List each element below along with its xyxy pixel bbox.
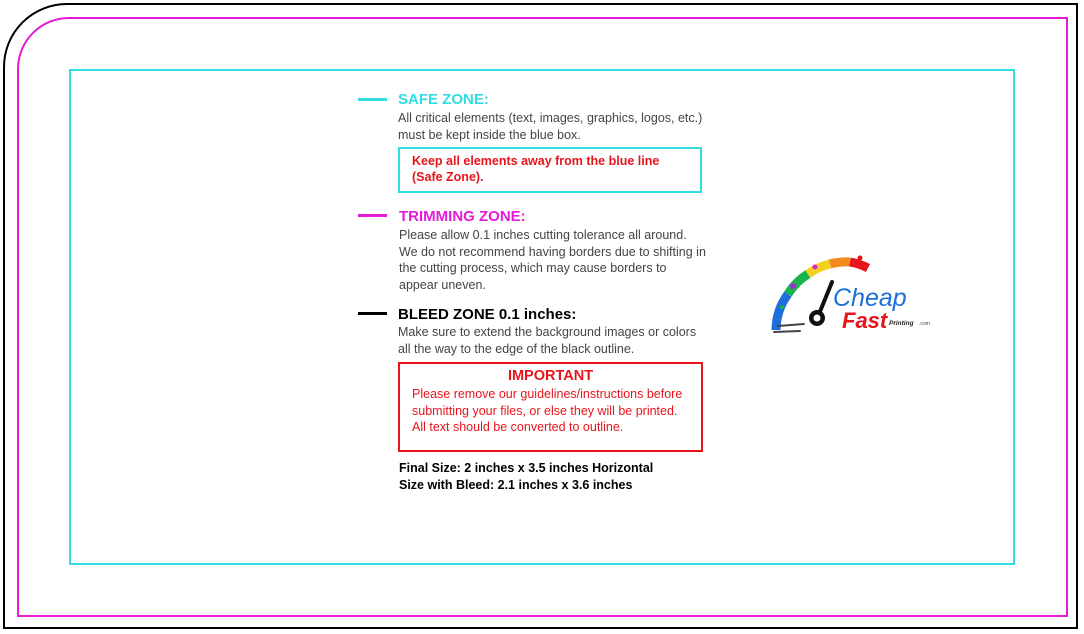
bleed-zone-line-1: Make sure to extend the background images or colors (398, 325, 697, 339)
logo-word-printing: Printing (889, 320, 914, 327)
safe-zone-line-1: All critical elements (text, images, graphics, logos, etc.) (398, 111, 703, 125)
safe-zone-marker (358, 98, 387, 101)
trimming-zone-line-4: appear uneven. (399, 277, 486, 292)
safe-zone-notice-line-2: (Safe Zone). (412, 170, 484, 184)
trimming-zone-description (399, 227, 706, 293)
safe-zone-description (398, 110, 702, 143)
important-line-2: submitting your files, or else they will be printed. (412, 403, 678, 418)
safe-zone-line-2: must be kept inside the blue box. (398, 127, 581, 142)
speedometer-icon (760, 252, 950, 352)
trimming-zone-line-2: We do not recommend having borders due to shifting in (399, 244, 706, 259)
bleed-zone-title: BLEED ZONE 0.1 inches: (398, 306, 577, 323)
important-line-1: Please remove our guidelines/instructions before (412, 387, 683, 401)
final-size: Final Size: 2 inches x 3.5 inches Horizontal (399, 461, 654, 475)
trimming-zone-line-3: the cutting process, which may cause borders to (399, 261, 667, 275)
important-box (398, 362, 703, 452)
important-title: IMPORTANT (507, 368, 594, 384)
trimming-zone-title: TRIMMING ZONE: (399, 208, 526, 225)
safe-zone-notice-line-1: Keep all elements away from the blue line (412, 154, 660, 168)
bleed-zone-description (398, 324, 696, 357)
company-logo (760, 252, 950, 352)
logo-domain-suffix: .com (919, 321, 930, 327)
bleed-zone-marker (358, 312, 387, 315)
trimming-zone-line-1: Please allow 0.1 inches cutting tolerance all around. (399, 228, 687, 242)
important-line-3: All text should be converted to outline. (412, 420, 624, 434)
bleed-zone-line-2: all the way to the edge of the black outline. (398, 341, 635, 356)
size-info (399, 460, 653, 493)
trimming-zone-marker (358, 214, 387, 217)
bleed-size: Size with Bleed: 2.1 inches x 3.6 inches (399, 477, 633, 492)
safe-zone-notice (398, 147, 702, 193)
logo-word-cheap: Cheap (833, 284, 907, 312)
safe-zone-title: SAFE ZONE: (398, 91, 489, 108)
logo-word-fast: Fast (842, 308, 888, 333)
important-text (400, 384, 701, 436)
